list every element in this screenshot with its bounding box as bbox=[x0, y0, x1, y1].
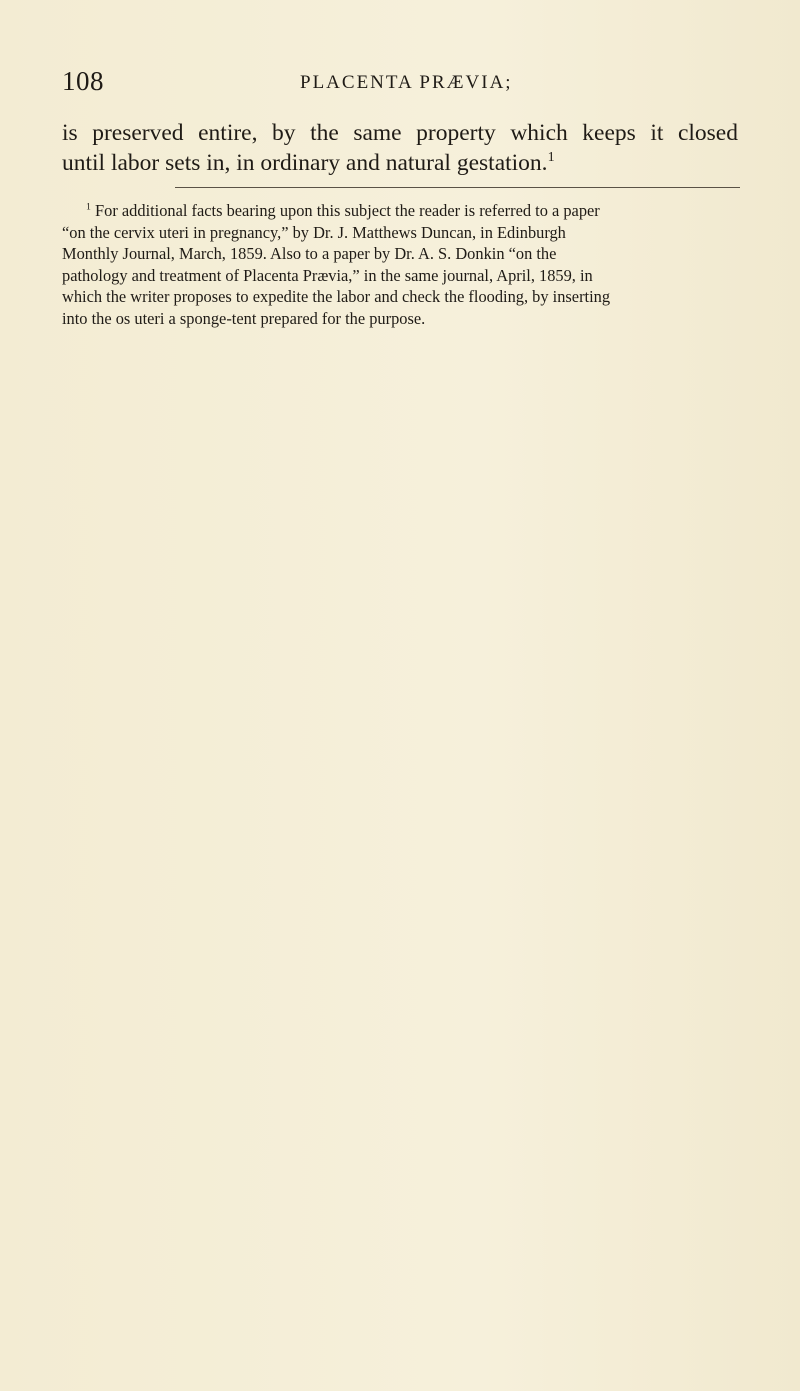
body-line-2 bbox=[62, 148, 738, 178]
page-number: 108 bbox=[62, 66, 104, 96]
footnote-rule bbox=[175, 187, 740, 188]
footnote-line-5: which the writer proposes to expedite the labor and check the flooding, by inserting bbox=[62, 287, 611, 306]
footnote bbox=[62, 200, 738, 329]
body-line-2-text: until labor sets in, in ordinary and natural gestation. bbox=[62, 150, 548, 176]
footnote-line-6: into the os uteri a sponge-tent prepared for the purpose. bbox=[62, 308, 426, 328]
footnote-marker: 1 bbox=[86, 201, 91, 213]
running-head: PLACENTA PRÆVIA; bbox=[300, 72, 513, 93]
footnote-reference: 1 bbox=[547, 149, 555, 166]
footnote-line-3: Monthly Journal, March, 1859. Also to a paper by Dr. A. S. Donkin “on the bbox=[62, 244, 557, 263]
footnote-line-1-text: For additional facts bearing upon this subject the reader is referred to a paper bbox=[95, 201, 600, 220]
footnote-line-1 bbox=[62, 200, 738, 222]
footnote-line-4: pathology and treatment of Placenta Prævia,” in the same journal, April, 1859, in bbox=[62, 265, 593, 285]
body-line-1: is preserved entire, by the same property which keeps it closed bbox=[62, 120, 738, 146]
body-paragraph bbox=[62, 118, 738, 178]
footnote-line-2: “on the cervix uteri in pregnancy,” by Dr. J. Matthews Duncan, in Edinburgh bbox=[62, 222, 566, 242]
